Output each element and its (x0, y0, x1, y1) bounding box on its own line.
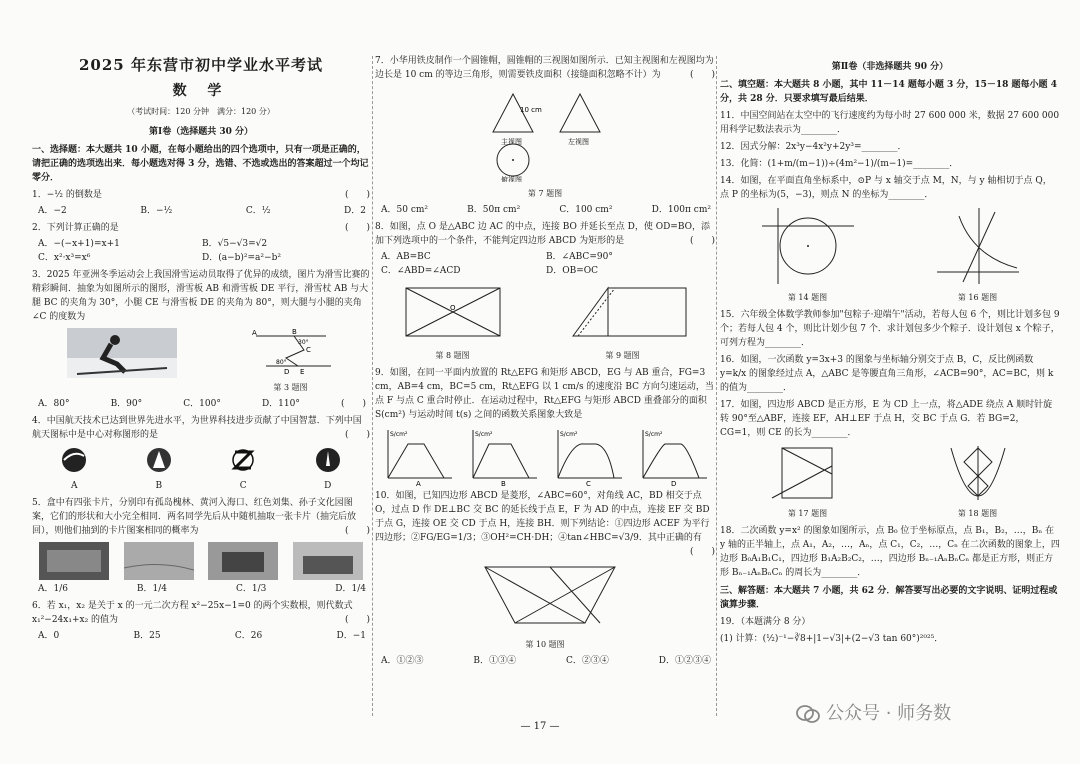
watermark-text: 公众号 · 师务数 (826, 703, 952, 724)
q8-stem: 8．如图，点 O 是△ABC 边 AC 的中点，连接 BO 并延长至点 D，使 OD=BO，添加下列选项中的一个条件，不能判定四边形 ABCD 为矩形的是 (375, 222, 710, 246)
q9-caption: 第 9 题图 (605, 351, 640, 360)
answer-paren: ( ) (689, 547, 715, 557)
q2-stem: 2．下列计算正确的是 (32, 223, 119, 233)
svg-text:D: D (283, 368, 289, 376)
option: A．50 cm² (381, 205, 428, 215)
q14-caption: 第 14 题图 (787, 293, 828, 302)
y-axis-label: S/cm² (644, 431, 662, 438)
space-logo-b-icon (145, 446, 173, 474)
card-photo (39, 542, 109, 580)
q18-caption: 第 18 题图 (957, 509, 998, 518)
q5-cards (32, 542, 370, 580)
option: C．100 cm² (559, 205, 613, 215)
q1-options (32, 202, 370, 218)
option: C．∠ABD=∠ACD (381, 266, 461, 276)
option: A．−2 (38, 206, 67, 216)
option: C．1/3 (235, 584, 267, 594)
option-label: B (155, 481, 163, 491)
q3-caption: 第 3 题图 (273, 383, 308, 392)
option: A．AB=BC (381, 252, 431, 262)
y-axis-label: S/cm² (474, 431, 492, 438)
q18-diagram (943, 444, 1013, 502)
option: C．½ (245, 206, 271, 216)
q4-icons (32, 446, 370, 493)
q10-diagram (375, 559, 715, 633)
option: B．①③④ (473, 656, 517, 666)
section3-instructions: 三、解答题：本大题共 7 小题，共 62 分．解答要写出必要的文字说明、证明过程或演算步骤． (720, 586, 1058, 610)
option-label: D (324, 481, 332, 491)
q14-q16-figures (720, 206, 1060, 305)
column-left (32, 0, 370, 764)
option: B．50π cm² (467, 205, 521, 215)
q10-caption: 第 10 题图 (525, 640, 565, 649)
option: A．0 (38, 631, 60, 641)
option: B．90° (110, 399, 143, 409)
answer-paren: ( ) (344, 430, 370, 440)
question-10 (375, 489, 715, 557)
q7-views (375, 82, 715, 182)
option-label: C (239, 481, 247, 491)
watermark (796, 704, 951, 724)
question-17: 17．如图，四边形 ABCD 是正方形，E 为 CD 上一点，将△ADE 绕点 A 顺时针旋转 90°至△ABF，连接 EF，AH⊥EF 于点 H，交 BC 于点 G．若 BG=2，CG=1，则 CE 的长为________． (720, 400, 1053, 438)
q7-view-label: 左视图 (568, 138, 589, 146)
option: A．①②③ (381, 656, 424, 666)
option: B．√5−√3=√2 (202, 239, 268, 249)
q1-stem: 1．−½ 的倒数是 (32, 190, 102, 200)
question-2 (32, 221, 370, 235)
question-12: 12．因式分解：2x³y−4x²y+2y³=________． (720, 142, 907, 152)
q5-stem: 5．盒中有四张卡片，分别印有孤岛槐林、黄河入海口、红色刘集、孙子文化园图案，它们的形状和大小完全相同．两名同学先后从中随机抽取一张卡片（抽完后放回），则他们抽到的卡片图案相同的概率为 (32, 498, 357, 536)
q8-caption: 第 8 题图 (435, 351, 470, 360)
q7-options (375, 201, 715, 217)
option: B．∠ABC=90° (546, 252, 613, 262)
question-16: 16．如图，一次函数 y=3x+3 的图象与坐标轴分别交于点 B，C，反比例函数 y=k/x 的图象经过点 A，△ABC 是等腰直角三角形，∠ACB=90°，AC=BC，则 k 的值为________． (720, 355, 1054, 393)
y-axis-label: S/cm² (559, 431, 577, 438)
svg-text:C: C (305, 346, 311, 354)
wechat-icon (796, 704, 820, 724)
q7-stem: 7．小华用铁皮制作一个圆锥帽，圆锥帽的三视图如图所示．已知主视图和左视图均为边长是 10 cm 的等边三角形，则需要铁皮面积（接缝面积忽略不计）为 (375, 56, 714, 80)
option: A．1/6 (38, 584, 68, 594)
question-8 (375, 220, 715, 248)
option: D．110° (261, 399, 300, 409)
graph-option-label: A (415, 480, 421, 486)
svg-text:E: E (299, 368, 304, 376)
option: B．1/4 (136, 584, 168, 594)
q9-stem: 9．如图，在同一平面内放置的 Rt△EFG 和矩形 ABCD，EG 与 AB 重合，FG=3 cm，AB=4 cm，BC=5 cm，Rt△EFG 以 1 cm/s 的速度沿 BC 方向匀速运动，当点 F 与点 C 重合时停止．在运动过程中，Rt△EFG 与矩形 ABCD 重叠部分的面积 S(cm²) 与运动时间 t(s) 之间的函数关系图象大致是 (375, 368, 714, 420)
q7-length: 10 cm (520, 106, 542, 114)
svg-text:O: O (449, 304, 456, 312)
option: D．2 (344, 206, 366, 216)
question-19-part1: (1) 计算：(½)⁻¹−∛8+|1−√3|+(2−√3 tan 60°)²⁰²⁵． (720, 634, 944, 644)
q8-options (375, 248, 715, 278)
question-7 (375, 54, 715, 82)
y-axis-label: S/cm² (389, 431, 407, 438)
q3-figures (32, 328, 370, 395)
q8-diagram (398, 282, 508, 344)
q16-diagram (933, 206, 1023, 286)
q17-diagram (768, 444, 848, 502)
q3-diagram (246, 328, 336, 376)
q7-view-label: 俯视图 (501, 176, 522, 182)
card-photo (208, 542, 278, 580)
option: A．−(−x+1)=x+1 (38, 239, 120, 249)
option: D．1/4 (335, 584, 366, 594)
space-logo-a-icon (60, 446, 88, 474)
space-logo-d-icon (314, 446, 342, 474)
skier-photo (67, 328, 177, 378)
question-5 (32, 496, 370, 538)
part2-heading: 第Ⅱ卷（非选择题共 90 分） (831, 62, 949, 72)
answer-paren: ( ) (344, 190, 370, 200)
svg-text:B: B (291, 328, 297, 336)
option: A．80° (38, 399, 70, 409)
option: C．100° (183, 399, 221, 409)
part1-heading: 第Ⅰ卷（选择题共 30 分） (148, 127, 253, 137)
q3-options (32, 395, 370, 411)
exam-meta: （考试时间：120 分钟 满分：120 分） (127, 107, 275, 116)
q9-graph-a (380, 426, 456, 486)
q14-diagram (758, 206, 858, 286)
column-divider (372, 56, 373, 716)
svg-text:30°: 30° (297, 339, 309, 346)
q10-stem: 10．如图，已知四边形 ABCD 是菱形，∠ABC=60°，对角线 AC，BD 相交于点 O，过点 D 作 DE⊥BC 交 BC 的延长线于点 E，F 为 AD 的中点，连接 EF 交 BD 于点 G，连接 OE 交 CD 于点 H，连接 BH．则下列结论：①四边形 ACEF 为平行四边形；②FG/EG=1/3；③OH²=CH·DH；④tan∠HBC=√3/9．其中正确的有 (375, 491, 710, 543)
option: C．26 (234, 631, 263, 641)
graph-option-label: C (585, 480, 591, 486)
column-right (720, 0, 1060, 764)
q9-diagram (553, 282, 693, 344)
option: D．100π cm² (651, 205, 711, 215)
question-1 (32, 188, 370, 202)
question-9 (375, 366, 715, 422)
question-18: 18．二次函数 y=x² 的图象如图所示，点 B₀ 位于坐标原点，点 B₁，B₂，…，Bₙ 在 y 轴的正半轴上，点 A₁，A₂，…，Aₙ，点 C₁，C₂，…，Cₙ 在二次函数的图象上，四边形 B₀A₁B₁C₁，四边形 B₁A₂B₂C₂，…，四边形 Bₙ₋₁AₙBₙCₙ 都是正方形，则正方形 Bₙ₋₁AₙBₙCₙ 的周长为________． (720, 526, 1060, 578)
column-middle (375, 0, 715, 764)
q8-q9-figures (375, 282, 715, 363)
option: B．−½ (140, 206, 173, 216)
q9-graph-b (465, 426, 541, 486)
question-14: 14．如图，在平面直角坐标系中，⊙P 与 x 轴交于点 M，N，与 y 轴相切于点 Q，点 P 的坐标为(5，−3)，则点 N 的坐标为________． (720, 176, 1052, 200)
q10-options (375, 652, 715, 668)
svg-text:80°: 80° (275, 359, 287, 366)
page-number: — 17 — (520, 721, 560, 732)
card-photo (293, 542, 363, 580)
question-6 (32, 599, 370, 627)
q7-caption: 第 7 题图 (527, 189, 563, 198)
q9-graph-d (635, 426, 711, 486)
option: D．①②③④ (658, 656, 711, 666)
graph-option-label: B (500, 480, 506, 486)
option: C．②③④ (565, 656, 609, 666)
q6-stem: 6．若 x₁，x₂ 是关于 x 的一元二次方程 x²−25x−1=0 的两个实数根，则代数式 x₁²−24x₁+x₂ 的值为 (32, 601, 353, 625)
option-label: A (71, 481, 78, 491)
card-photo (124, 542, 194, 580)
answer-paren: ( ) (689, 70, 715, 80)
q17-q18-figures (720, 444, 1060, 521)
answer-paren: ( ) (340, 399, 366, 409)
q6-options (32, 627, 370, 643)
question-4 (32, 414, 370, 442)
q9-graph-c (550, 426, 626, 486)
exam-subject: 数 学 (172, 83, 230, 99)
q16-caption: 第 16 题图 (957, 293, 998, 302)
graph-option-label: D (670, 480, 676, 486)
q3-stem: 3．2025 年亚洲冬季运动会上我国滑雪运动员取得了优异的成绩，图片为滑雪比赛的精彩瞬间．抽象为如图所示的图形，滑雪板 AB 和滑雪板 DE 平行，滑雪杖 AB 与大腿 BC 的夹角为 30°，小腿 CE 与滑雪板 DE 的夹角为 80°，则大腿与小腿的夹角∠C 的度数为 (32, 270, 370, 322)
section2-instructions: 二、填空题：本大题共 8 小题，其中 11－14 题每小题 3 分，15－18 题每小题 4 分，共 28 分．只要求填写最后结果． (720, 80, 1057, 104)
answer-paren: ( ) (344, 615, 370, 625)
option: B．25 (133, 631, 161, 641)
option: D．−1 (336, 631, 366, 641)
exam-title: 2025 年东营市初中学业水平考试 (79, 56, 323, 74)
question-19: 19．（本题满分 8 分） (720, 617, 811, 627)
option: C．x²·x³=x⁶ (38, 253, 91, 263)
question-15: 15．六年级全体数学教师参加"包粽子·迎端午"活动，若每人包 6 个，则比计划多包 9 个；若每人包 4 个，则比计划少包 7 个．求计划包多少个粽子．设计划包 x 个粽子，可列方程为________． (720, 310, 1060, 348)
q4-stem: 4．中国航天技术已达到世界先进水平，为世界科技进步贡献了中国智慧．下列中国航天图标中是中心对称图形的是 (32, 416, 362, 440)
q7-view-label: 主视图 (501, 138, 522, 146)
option: D．OB=OC (546, 266, 599, 276)
q2-options (32, 235, 370, 265)
question-11: 11．中国空间站在太空中的飞行速度约为每小时 27 600 000 米，数据 27 600 000 用科学记数法表示为________． (720, 111, 1060, 135)
section1-instructions: 一、选择题：本大题共 10 小题，在每小题给出的四个选项中，只有一项是正确的，请把正确的选项选出来．每小题选对得 3 分，选错、不选或选出的答案超过一个均记零分． (32, 145, 369, 183)
q9-graphs (375, 426, 715, 486)
space-logo-c-icon (229, 446, 257, 474)
q5-options (32, 580, 370, 596)
answer-paren: ( ) (344, 223, 370, 233)
column-divider (716, 56, 717, 716)
question-3 (32, 268, 370, 324)
answer-paren: ( ) (689, 236, 715, 246)
q17-caption: 第 17 题图 (787, 509, 828, 518)
question-13: 13．化简：(1+m/(m−1))÷(4m²−1)/(m−1)=________． (720, 159, 959, 169)
svg-text:A: A (251, 329, 257, 337)
answer-paren: ( ) (344, 526, 370, 536)
option: D．(a−b)²=a²−b² (202, 253, 281, 263)
